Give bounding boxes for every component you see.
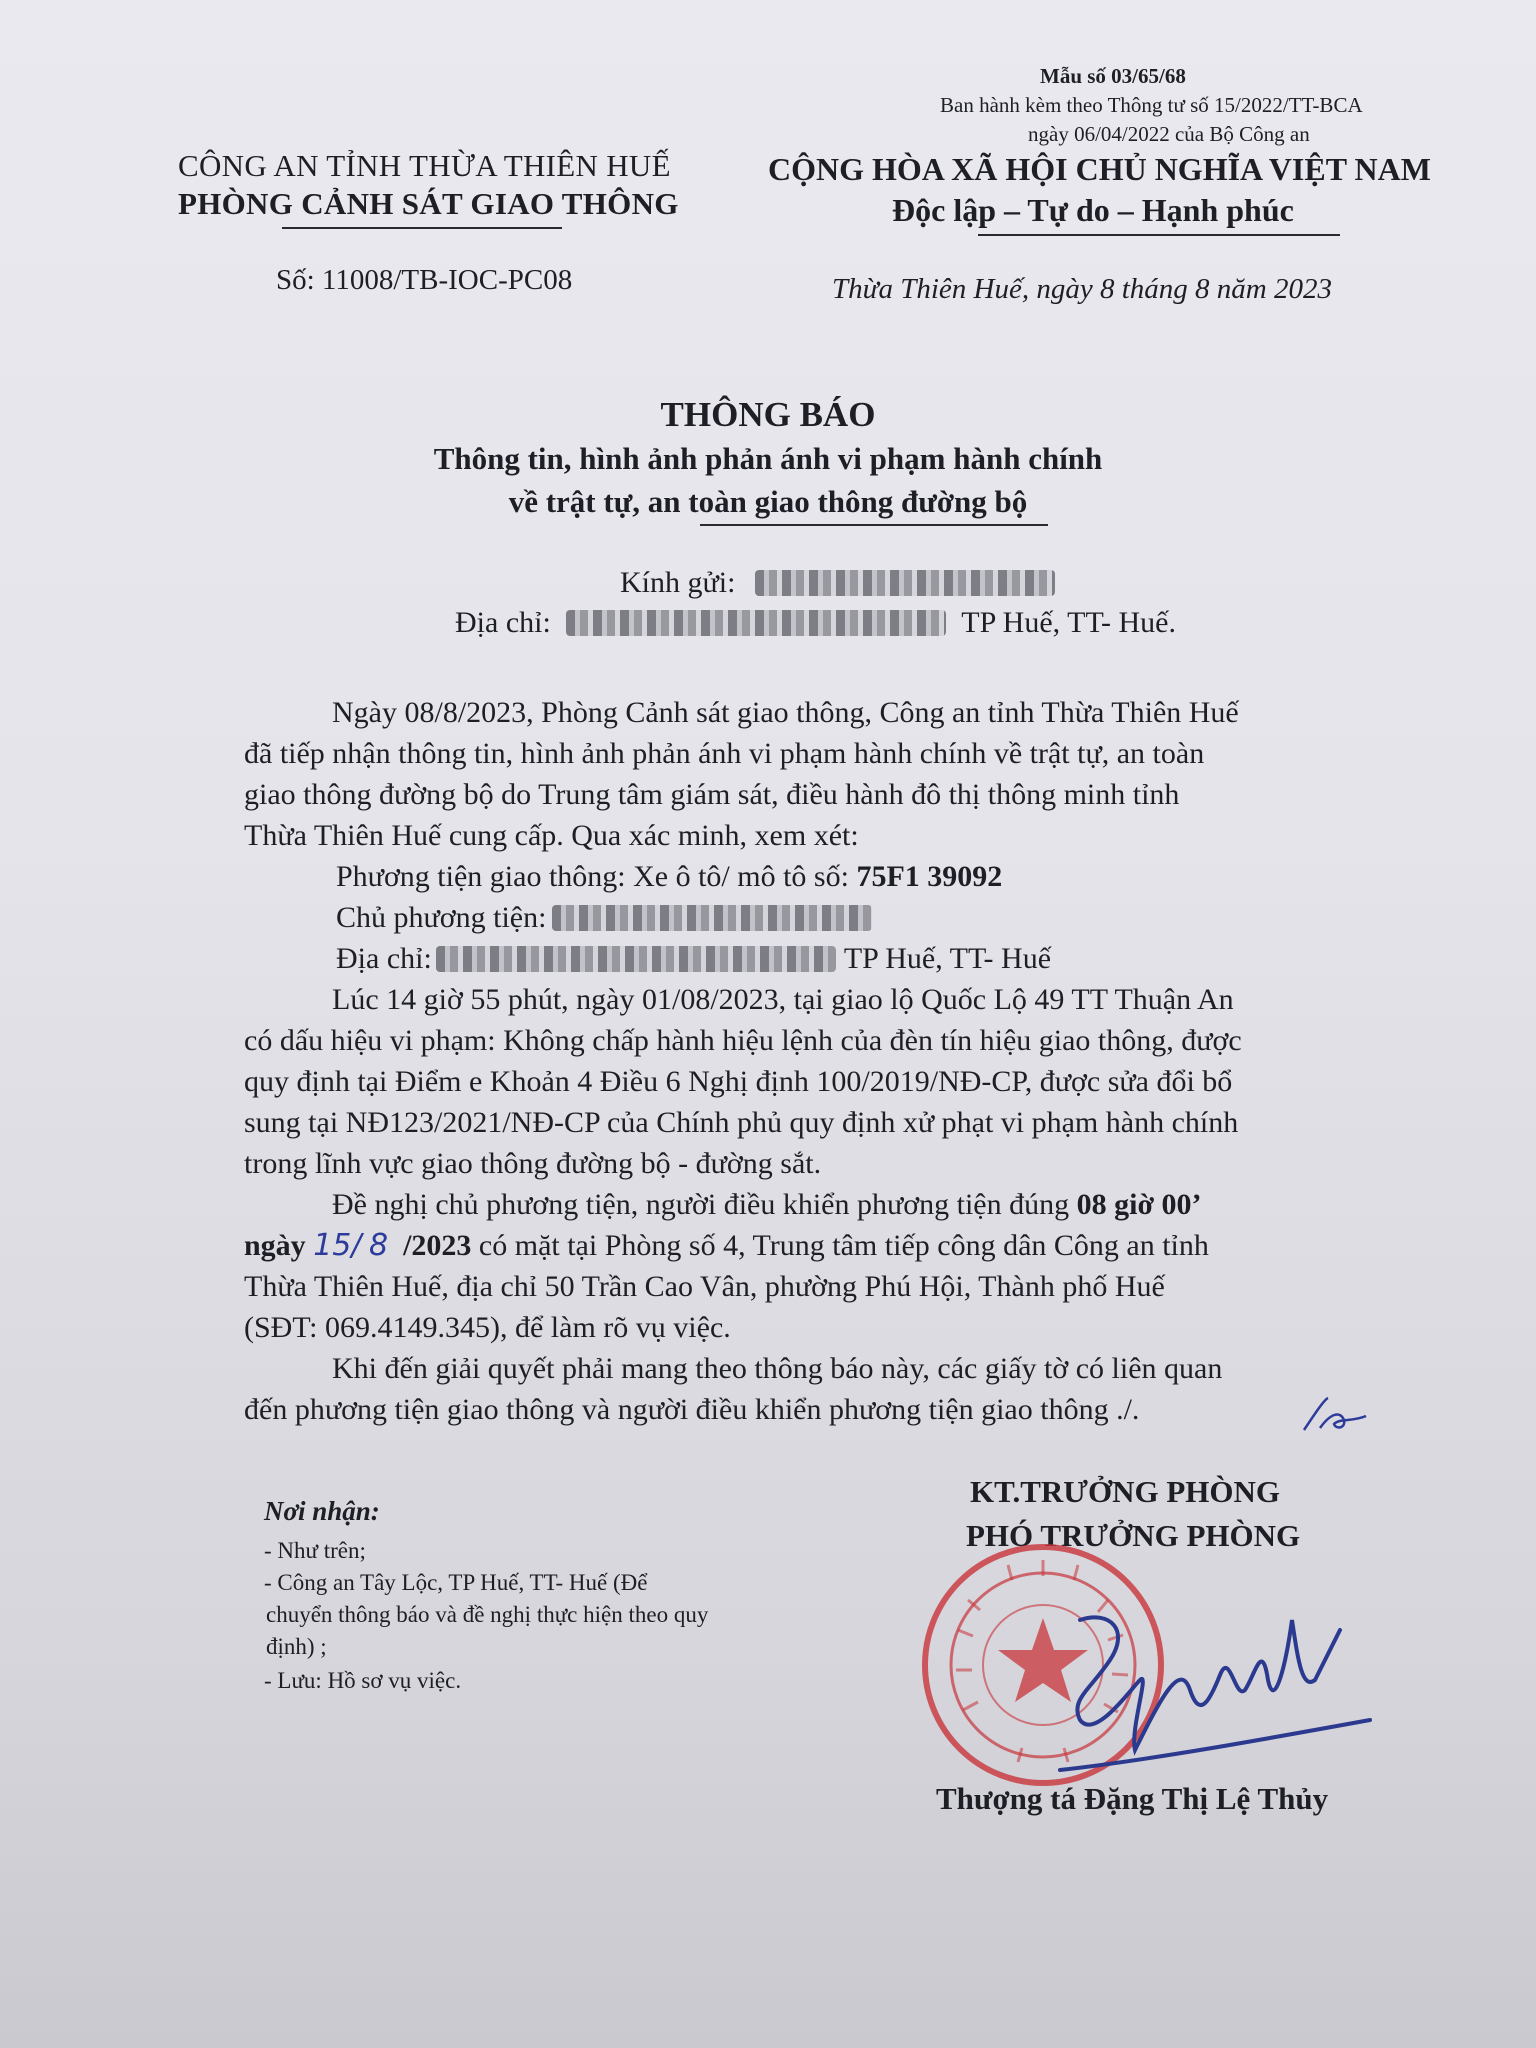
agency-unit: PHÒNG CẢNH SÁT GIAO THÔNG bbox=[178, 186, 679, 221]
place-and-date: Thừa Thiên Huế, ngày 8 tháng 8 năm 2023 bbox=[832, 273, 1332, 305]
owner-label: Chủ phương tiện: bbox=[336, 901, 547, 934]
vehicle-info bbox=[244, 856, 1464, 979]
text-line: Lúc 14 giờ 55 phút, ngày 01/08/2023, tại giao lộ Quốc Lộ 49 TT Thuận An bbox=[332, 983, 1234, 1016]
form-issued-line: Ban hành kèm theo Thông tư số 15/2022/TT-BCA bbox=[940, 93, 1363, 117]
form-number: Mẫu số 03/65/68 bbox=[1040, 64, 1186, 88]
recipients-item: - Công an Tây Lộc, TP Huế, TT- Huế (Để bbox=[264, 1570, 648, 1595]
handwritten-signature bbox=[1040, 1580, 1380, 1780]
summons-time: 08 giờ 00’ bbox=[1076, 1188, 1202, 1221]
recipients-item: định) ; bbox=[266, 1634, 327, 1659]
form-date-line: ngày 06/04/2022 của Bộ Công an bbox=[1028, 122, 1310, 146]
signature-position: PHÓ TRƯỞNG PHÒNG bbox=[966, 1518, 1301, 1553]
text-line: quy định tại Điểm e Khoản 4 Điều 6 Nghị định 100/2019/NĐ-CP, được sửa đổi bổ bbox=[244, 1065, 1233, 1098]
document-number: Số: 11008/TB-IOC-PC08 bbox=[276, 264, 573, 296]
address-tail: TP Huế, TT- Huế. bbox=[961, 606, 1176, 639]
motto-underline bbox=[978, 234, 1340, 236]
recipients-item: - Như trên; bbox=[264, 1538, 366, 1563]
text-line: Khi đến giải quyết phải mang theo thông báo này, các giấy tờ có liên quan bbox=[332, 1352, 1223, 1385]
nation-title: CỘNG HÒA XÃ HỘI CHỦ NGHĨA VIỆT NAM bbox=[768, 151, 1431, 187]
paragraph-intro bbox=[244, 692, 1464, 856]
title-underline bbox=[700, 524, 1048, 526]
document-subtitle-line-2: về trật tự, an toàn giao thông đường bộ bbox=[508, 484, 1028, 519]
summons-day-label: ngày bbox=[244, 1229, 306, 1262]
handwritten-month: 8 bbox=[368, 1228, 389, 1263]
text-line: trong lĩnh vực giao thông đường bộ - đường sắt. bbox=[244, 1147, 822, 1180]
paragraph-summons bbox=[244, 1184, 1464, 1348]
redacted-recipient-name bbox=[755, 570, 1055, 596]
summons-location: có mặt tại Phòng số 4, Trung tâm tiếp công dân Công an tỉnh bbox=[478, 1229, 1209, 1262]
agency-parent: CÔNG AN TỈNH THỪA THIÊN HUẾ bbox=[178, 148, 671, 183]
signer-name: Thượng tá Đặng Thị Lệ Thủy bbox=[936, 1781, 1329, 1816]
address-label: Địa chỉ: bbox=[455, 606, 551, 639]
document-subtitle-line-1: Thông tin, hình ảnh phản ánh vi phạm hành chính bbox=[433, 441, 1103, 476]
recipients-heading: Nơi nhận: bbox=[264, 1496, 380, 1526]
recipient-label: Kính gửi: bbox=[620, 566, 736, 599]
redacted-owner-address bbox=[436, 946, 836, 972]
handwritten-day: 15 bbox=[313, 1228, 352, 1263]
agency-underline bbox=[282, 227, 562, 229]
handwritten-sep: / bbox=[351, 1228, 362, 1263]
text-line: (SĐT: 069.4149.345), để làm rõ vụ việc. bbox=[244, 1311, 731, 1344]
document-title: THÔNG BÁO bbox=[660, 395, 876, 434]
recipients-item: - Lưu: Hồ sơ vụ việc. bbox=[264, 1668, 462, 1693]
signature-on-behalf: KT.TRƯỞNG PHÒNG bbox=[970, 1474, 1280, 1509]
paragraph-violation bbox=[244, 979, 1464, 1184]
owner-address-label: Địa chỉ: bbox=[336, 942, 432, 975]
vehicle-line bbox=[244, 856, 1464, 897]
text-line bbox=[244, 1184, 1464, 1225]
text-line bbox=[244, 1225, 1464, 1266]
text-line: Thừa Thiên Huế cung cấp. Qua xác minh, xem xét: bbox=[244, 819, 859, 852]
text-line: đã tiếp nhận thông tin, hình ảnh phản ánh vi phạm hành chính về trật tự, an toàn bbox=[244, 737, 1205, 770]
recipients-item: chuyển thông báo và đề nghị thực hiện theo quy bbox=[266, 1602, 709, 1627]
handwritten-initials bbox=[1300, 1390, 1370, 1440]
recipient-line bbox=[620, 566, 1055, 600]
text-line: đến phương tiện giao thông và người điều khiển phương tiện giao thông ./. bbox=[244, 1393, 1140, 1426]
redacted-owner-name bbox=[552, 905, 872, 931]
vehicle-label: Phương tiện giao thông: Xe ô tô/ mô tô số: bbox=[336, 860, 849, 893]
text-line: Ngày 08/8/2023, Phòng Cảnh sát giao thông, Công an tỉnh Thừa Thiên Huế bbox=[332, 696, 1239, 729]
owner-address-line bbox=[244, 938, 1464, 979]
redacted-recipient-address bbox=[566, 610, 946, 636]
text-line: giao thông đường bộ do Trung tâm giám sát, điều hành đô thị thông minh tỉnh bbox=[244, 778, 1180, 811]
summons-year: /2023 bbox=[403, 1229, 472, 1262]
text-line: Thừa Thiên Huế, địa chỉ 50 Trần Cao Vân, phường Phú Hội, Thành phố Huế bbox=[244, 1270, 1165, 1303]
owner-line bbox=[244, 897, 1464, 938]
nation-motto: Độc lập – Tự do – Hạnh phúc bbox=[892, 192, 1294, 228]
text-line: sung tại NĐ123/2021/NĐ-CP của Chính phủ quy định xử phạt vi phạm hành chính bbox=[244, 1106, 1239, 1139]
paragraph-requirements bbox=[244, 1348, 1464, 1430]
vehicle-plate: 75F1 39092 bbox=[856, 860, 1003, 893]
summons-text: Đề nghị chủ phương tiện, người điều khiển phương tiện đúng bbox=[332, 1188, 1070, 1221]
recipient-address-line bbox=[455, 606, 1176, 640]
owner-address-tail: TP Huế, TT- Huế bbox=[843, 942, 1052, 975]
text-line: có dấu hiệu vi phạm: Không chấp hành hiệu lệnh của đèn tín hiệu giao thông, được bbox=[244, 1024, 1242, 1057]
